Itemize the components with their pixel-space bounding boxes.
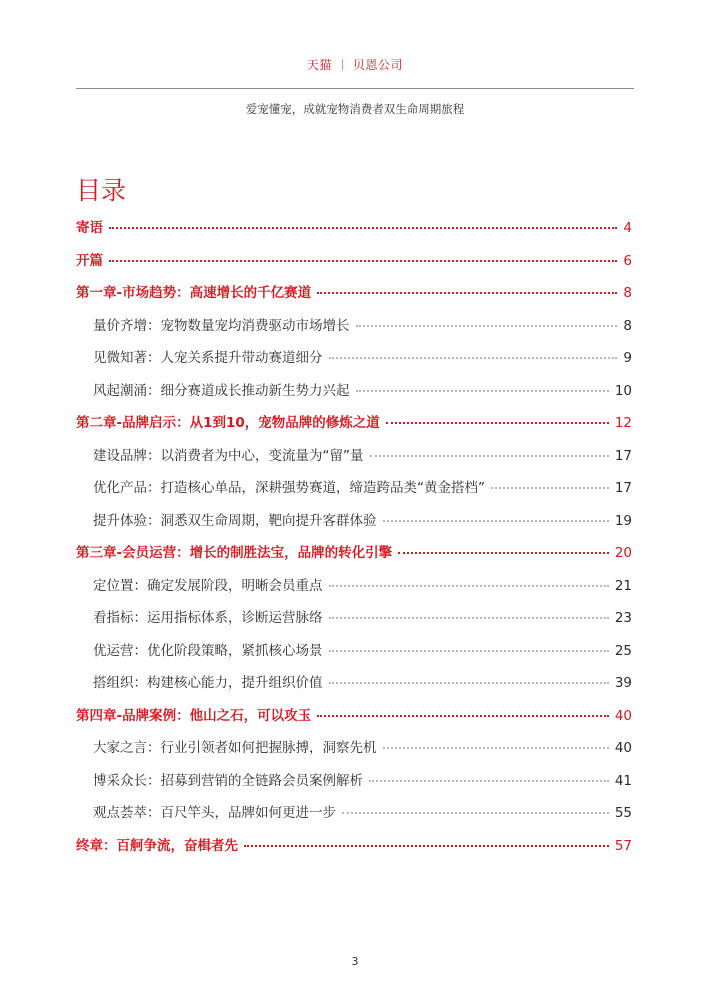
toc-chapter-entry[interactable] bbox=[76, 541, 632, 574]
toc-dot-leader bbox=[109, 259, 617, 262]
toc-entry-label: 博采众长：招募到营销的全链路会员案例解析 bbox=[93, 772, 363, 789]
page-number: 3 bbox=[351, 955, 359, 968]
toc-entry-page: 57 bbox=[614, 837, 632, 854]
toc-entry-page: 41 bbox=[614, 772, 632, 789]
toc-chapter-entry[interactable] bbox=[76, 249, 632, 282]
toc-dot-leader bbox=[356, 389, 609, 392]
toc-entry-label: 大家之言：行业引领者如何把握脉搏，洞察先机 bbox=[93, 740, 377, 756]
toc-entry-page: 8 bbox=[623, 285, 632, 301]
toc-dot-leader bbox=[356, 324, 618, 327]
toc-dot-leader bbox=[386, 421, 609, 424]
table-of-contents bbox=[76, 216, 632, 866]
toc-entry-page: 10 bbox=[614, 382, 632, 399]
toc-section-entry[interactable] bbox=[76, 314, 632, 347]
toc-entry-page: 8 bbox=[623, 317, 632, 334]
toc-section-entry[interactable] bbox=[76, 606, 632, 639]
toc-dot-leader bbox=[398, 551, 609, 554]
toc-entry-page: 20 bbox=[614, 545, 632, 561]
toc-entry-label: 终章：百舸争流，奋楫者先 bbox=[76, 837, 238, 854]
toc-entry-label: 看指标：运用指标体系，诊断运营脉络 bbox=[93, 610, 323, 626]
toc-dot-leader bbox=[369, 779, 609, 782]
toc-entry-page: 17 bbox=[614, 480, 632, 496]
toc-dot-leader bbox=[329, 649, 609, 652]
toc-title: 目录 bbox=[76, 175, 127, 205]
toc-dot-leader bbox=[329, 356, 618, 359]
toc-entry-label: 寄语 bbox=[76, 220, 103, 236]
toc-entry-page: 25 bbox=[614, 642, 632, 659]
toc-entry-label: 风起潮涌：细分赛道成长推动新生势力兴起 bbox=[93, 382, 350, 399]
toc-entry-page: 39 bbox=[614, 675, 632, 691]
toc-dot-leader bbox=[383, 519, 609, 522]
toc-dot-leader bbox=[329, 616, 609, 619]
toc-entry-page: 55 bbox=[614, 805, 632, 821]
toc-section-entry[interactable] bbox=[76, 671, 632, 704]
toc-section-entry[interactable] bbox=[76, 346, 632, 379]
toc-section-entry[interactable] bbox=[76, 379, 632, 412]
toc-entry-label: 第一章-市场趋势：高速增长的千亿赛道 bbox=[76, 285, 312, 301]
header-brand: 天猫 ｜ 贝恩公司 bbox=[306, 58, 404, 72]
toc-entry-label: 第四章-品牌案例：他山之石，可以攻玉 bbox=[76, 707, 312, 724]
toc-entry-label: 建设品牌：以消费者为中心，变流量为“留”量 bbox=[93, 447, 364, 464]
toc-entry-label: 优运营：优化阶段策略，紧抓核心场景 bbox=[93, 642, 323, 659]
toc-entry-page: 6 bbox=[623, 252, 632, 269]
toc-entry-label: 开篇 bbox=[76, 252, 103, 269]
toc-entry-label: 定位置：确定发展阶段，明晰会员重点 bbox=[93, 577, 323, 594]
toc-section-entry[interactable] bbox=[76, 444, 632, 477]
toc-chapter-entry[interactable] bbox=[76, 281, 632, 314]
toc-section-entry[interactable] bbox=[76, 476, 632, 509]
toc-section-entry[interactable] bbox=[76, 736, 632, 769]
toc-entry-label: 第二章-品牌启示：从1到10，宠物品牌的修炼之道 bbox=[76, 415, 380, 431]
toc-entry-page: 9 bbox=[623, 350, 632, 366]
toc-entry-page: 21 bbox=[614, 577, 632, 594]
toc-section-entry[interactable] bbox=[76, 769, 632, 802]
toc-dot-leader bbox=[329, 681, 609, 684]
toc-dot-leader bbox=[383, 746, 609, 749]
toc-section-entry[interactable] bbox=[76, 801, 632, 834]
toc-entry-page: 17 bbox=[614, 447, 632, 464]
toc-section-entry[interactable] bbox=[76, 639, 632, 672]
toc-section-entry[interactable] bbox=[76, 509, 632, 542]
toc-chapter-entry[interactable] bbox=[76, 216, 632, 249]
toc-entry-label: 观点荟萃：百尺竿头，品牌如何更进一步 bbox=[93, 805, 336, 821]
header-divider bbox=[76, 88, 634, 89]
toc-dot-leader bbox=[342, 811, 609, 814]
toc-chapter-entry[interactable] bbox=[76, 411, 632, 444]
toc-dot-leader bbox=[317, 714, 609, 717]
toc-dot-leader bbox=[244, 844, 609, 847]
toc-entry-page: 40 bbox=[614, 707, 632, 724]
toc-chapter-entry[interactable] bbox=[76, 704, 632, 737]
toc-dot-leader bbox=[329, 584, 609, 587]
toc-entry-page: 4 bbox=[623, 220, 632, 236]
toc-entry-page: 12 bbox=[614, 415, 632, 431]
header-subtitle: 爱宠懂宠，成就宠物消费者双生命周期旅程 bbox=[245, 102, 465, 116]
toc-entry-label: 优化产品：打造核心单品，深耕强势赛道，缔造跨品类“黄金搭档” bbox=[93, 480, 485, 496]
toc-dot-leader bbox=[370, 454, 609, 457]
toc-dot-leader bbox=[317, 291, 617, 294]
toc-entry-label: 提升体验：洞悉双生命周期，靶向提升客群体验 bbox=[93, 512, 377, 529]
toc-entry-page: 19 bbox=[614, 512, 632, 529]
toc-entry-label: 第三章-会员运营：增长的制胜法宝，品牌的转化引擎 bbox=[76, 545, 393, 561]
toc-entry-label: 见微知著：人宠关系提升带动赛道细分 bbox=[93, 350, 323, 366]
toc-entry-label: 搭组织：构建核心能力，提升组织价值 bbox=[93, 675, 323, 691]
toc-dot-leader bbox=[109, 226, 617, 229]
toc-section-entry[interactable] bbox=[76, 574, 632, 607]
toc-entry-label: 量价齐增：宠物数量宠均消费驱动市场增长 bbox=[93, 317, 350, 334]
toc-chapter-entry[interactable] bbox=[76, 834, 632, 867]
toc-dot-leader bbox=[491, 486, 609, 489]
toc-entry-page: 23 bbox=[614, 610, 632, 626]
toc-entry-page: 40 bbox=[614, 740, 632, 756]
